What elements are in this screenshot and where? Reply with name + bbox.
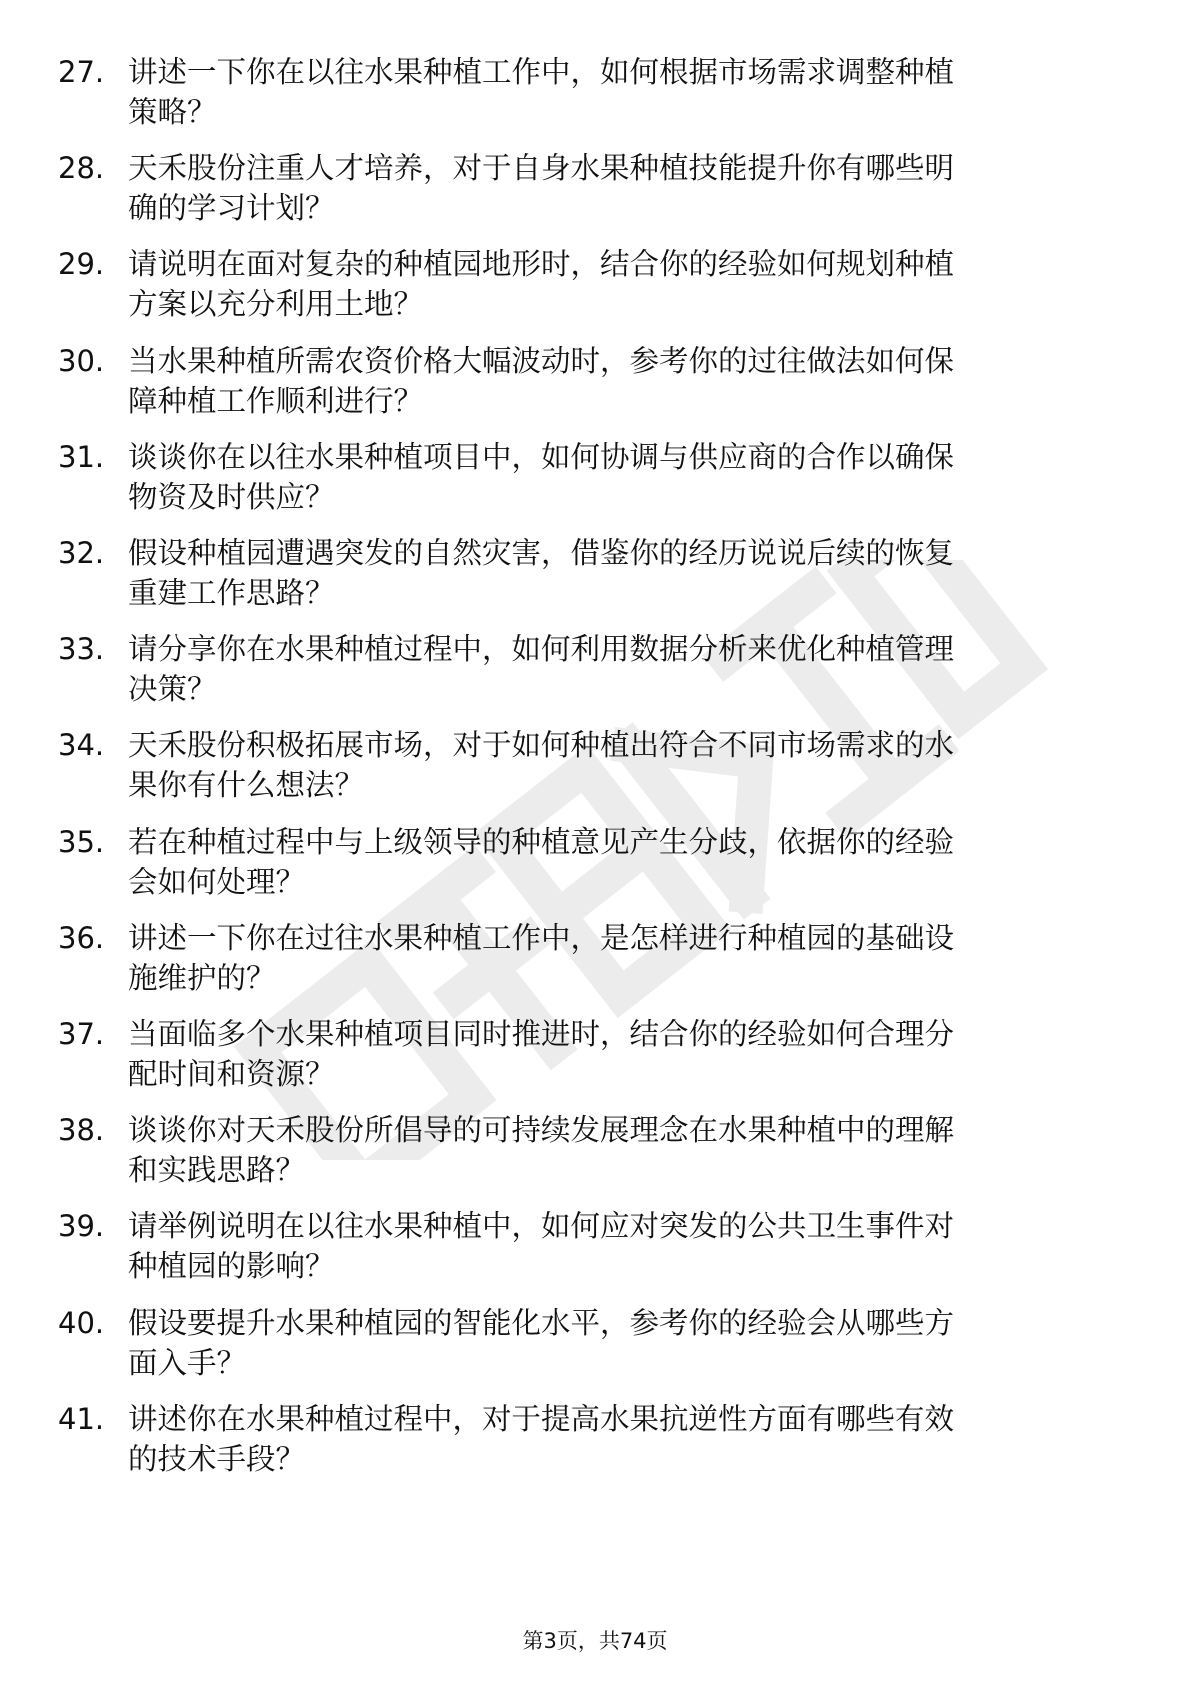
question-number: 33. [58,632,105,667]
question-text-line-1: 若在种植过程中与上级领导的种植意见产生分歧，依据你的经验 [128,824,955,859]
question-text-line-1: 天禾股份注重人才培养，对于自身水果种植技能提升你有哪些明 [128,151,955,186]
question-text-line-1: 当面临多个水果种植项目同时推进时，结合你的经验如何合理分 [128,1017,955,1051]
question-text-line-2: 方案以充分利用土地？ [128,287,424,322]
question-number: 40. [58,1305,105,1340]
question-number: 28. [58,151,105,186]
question-text-line-2: 确的学习计划？ [128,191,335,226]
question-text-line-2: 果你有什么想法？ [128,768,365,803]
question-number: 32. [58,536,105,570]
question-text-line-2: 面入手？ [128,1345,247,1380]
question-number: 36. [58,920,105,955]
question-text-line-1: 讲述你在水果种植过程中，对于提高水果抗逆性方面有哪些有效 [128,1401,955,1436]
question-number: 35. [58,824,105,859]
question-text-line-2: 施维护的？ [128,960,276,995]
question-text-line-2: 障种植工作顺利进行？ [128,383,424,418]
question-text-line-1: 谈谈你在以往水果种植项目中，如何协调与供应商的合作以确保 [128,439,955,474]
question-text-line-2: 会如何处理？ [128,864,306,899]
question-text-line-1: 假设种植园遭遇突发的自然灾害，借鉴你的经历说说后续的恢复 [128,536,955,570]
question-text-line-1: 请分享你在水果种植过程中，如何利用数据分析来优化种植管理 [128,632,955,667]
question-text-line-2: 种植园的影响？ [128,1249,335,1284]
question-text-line-1: 假设要提升水果种植园的智能化水平，参考你的经验会从哪些方 [128,1305,955,1340]
question-number: 29. [58,247,105,282]
question-text-line-2: 重建工作思路？ [128,576,335,610]
question-text-line-2: 和实践思路？ [128,1153,306,1188]
question-text-line-1: 讲述一下你在过往水果种植工作中，是怎样进行种植园的基础设 [128,920,955,955]
question-number: 41. [58,1401,105,1436]
question-text-line-2: 决策？ [128,672,217,707]
question-number: 38. [58,1113,105,1148]
question-text-line-1: 讲述一下你在以往水果种植工作中，如何根据市场需求调整种植 [128,55,955,89]
question-text-line-2: 物资及时供应？ [128,479,335,514]
question-number: 34. [58,728,105,763]
question-text-line-1: 请说明在面对复杂的种植园地形时，结合你的经验如何规划种植 [128,247,955,282]
question-text-line-2: 的技术手段？ [128,1441,306,1476]
question-text-line-2: 策略？ [128,95,217,129]
question-number: 39. [58,1209,105,1244]
question-number: 30. [58,343,105,378]
question-text-line-2: 配时间和资源？ [128,1057,335,1091]
question-number: 37. [58,1017,105,1051]
question-text-line-1: 谈谈你对天禾股份所倡导的可持续发展理念在水果种植中的理解 [128,1113,955,1148]
page-footer: 第3页，共74页 [522,1629,668,1653]
question-text-line-1: 天禾股份积极拓展市场，对于如何种植出符合不同市场需求的水 [128,728,955,763]
question-text-line-1: 请举例说明在以往水果种植中，如何应对突发的公共卫生事件对 [128,1209,955,1244]
question-number: 31. [58,439,105,474]
question-number: 27. [58,55,105,89]
question-text-line-1: 当水果种植所需农资价格大幅波动时，参考你的过往做法如何保 [128,343,955,378]
